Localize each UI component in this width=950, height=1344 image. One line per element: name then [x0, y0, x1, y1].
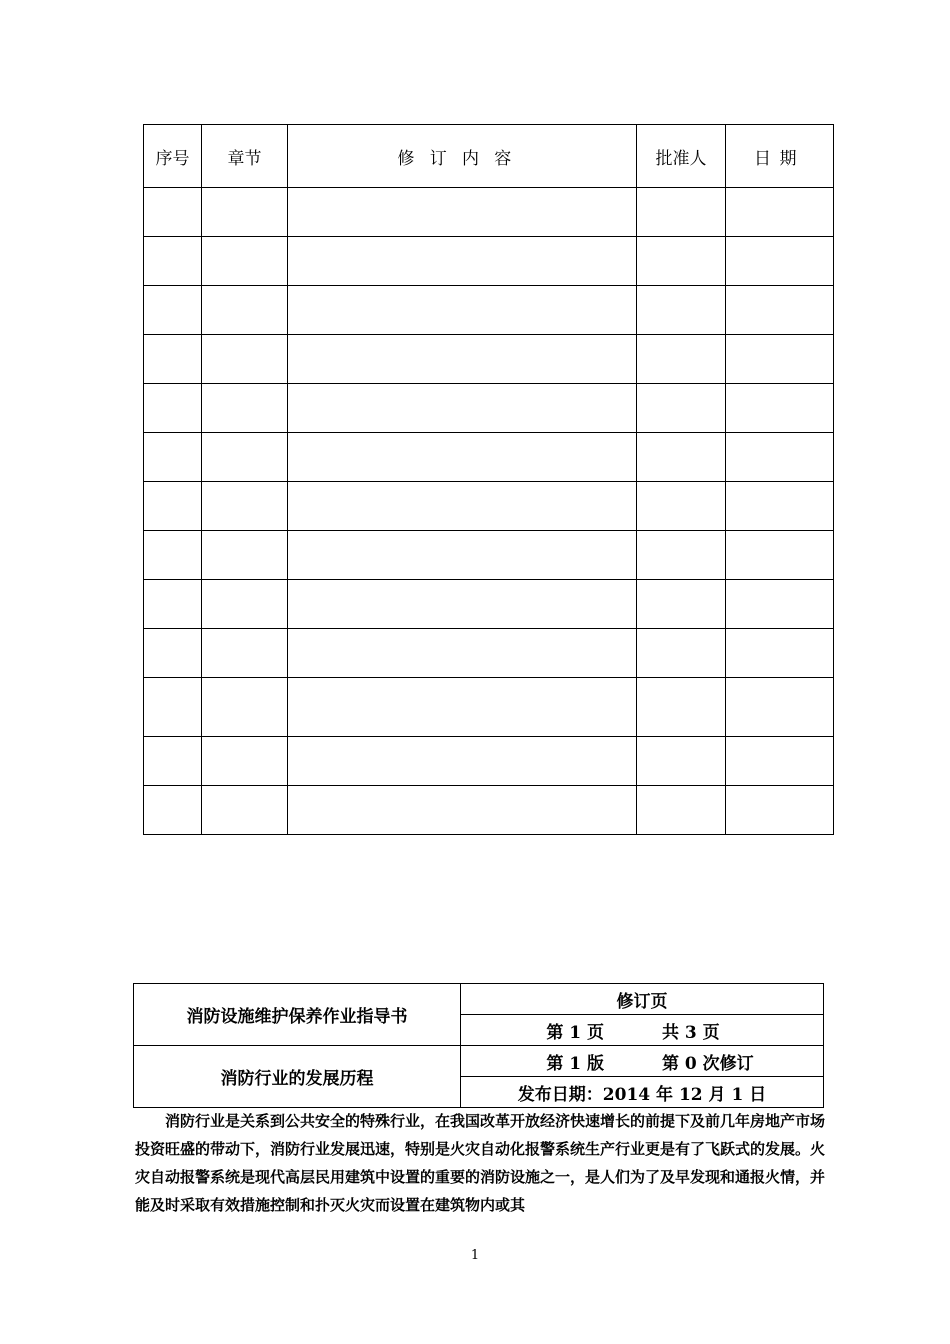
table-cell: [288, 531, 637, 580]
table-cell: [637, 737, 726, 786]
table-cell: [288, 678, 637, 737]
page-number: 1: [470, 1248, 480, 1263]
table-row: [144, 737, 834, 786]
table-row: [144, 629, 834, 678]
table-cell: [637, 433, 726, 482]
table-cell: [144, 786, 202, 835]
table-row: [144, 531, 834, 580]
body-paragraph: 消防行业是关系到公共安全的特殊行业，在我国改革开放经济快速增长的前提下及前几年房地产市场投资旺盛的带动下，消防行业发展迅速，特别是火灾自动化报警系统生产行业更是有了飞跃式的发展。火灾自动报警系统是现代高层民用建筑中设置的重要的消防设施之一，是人们为了及早发现和通报火情，并能及时采取有效措施控制和扑灭火灾而设置在建筑物内或其: [135, 1112, 826, 1214]
table-cell: [637, 237, 726, 286]
table-cell: [144, 433, 202, 482]
table-row: [144, 286, 834, 335]
table-cell: [726, 678, 834, 737]
table-cell: [202, 786, 288, 835]
table-cell: [202, 188, 288, 237]
table-cell: [637, 531, 726, 580]
header-approver: 批准人: [637, 125, 726, 188]
table-cell: [288, 580, 637, 629]
edition: 第 1 版: [546, 1053, 604, 1074]
table-cell: [637, 678, 726, 737]
table-cell: [144, 629, 202, 678]
table-row: [144, 384, 834, 433]
section-title: 消防行业的发展历程: [134, 1046, 461, 1108]
table-cell: [726, 737, 834, 786]
table-cell: [288, 286, 637, 335]
publish-date: 发布日期：2014 年 12 月 1 日: [461, 1077, 824, 1108]
table-cell: [144, 335, 202, 384]
table-cell: [144, 237, 202, 286]
table-cell: [288, 237, 637, 286]
table-cell: [144, 286, 202, 335]
table-row: [144, 482, 834, 531]
table-cell: [202, 678, 288, 737]
table-cell: [726, 629, 834, 678]
document-info-table: [133, 983, 824, 1108]
table-cell: [288, 737, 637, 786]
table-cell: [637, 482, 726, 531]
table-row: [144, 678, 834, 737]
table-row: [144, 335, 834, 384]
table-cell: [726, 335, 834, 384]
table-cell: [144, 531, 202, 580]
table-cell: [202, 580, 288, 629]
table-cell: [637, 188, 726, 237]
table-cell: [202, 237, 288, 286]
table-cell: [144, 678, 202, 737]
table-cell: [726, 531, 834, 580]
table-cell: [144, 737, 202, 786]
table-cell: [144, 580, 202, 629]
doc-title: 消防设施维护保养作业指导书: [134, 984, 461, 1046]
table-cell: [202, 286, 288, 335]
table-cell: [288, 433, 637, 482]
table-cell: [726, 482, 834, 531]
revision-count: 第 0 次修订: [662, 1053, 754, 1074]
header-date-label: 日期: [754, 148, 805, 169]
table-cell: [144, 384, 202, 433]
table-cell: [726, 286, 834, 335]
table-row: [144, 237, 834, 286]
table-cell: [637, 580, 726, 629]
table-row: [144, 188, 834, 237]
table-cell: [202, 737, 288, 786]
table-cell: [288, 188, 637, 237]
table-cell: [144, 482, 202, 531]
revision-table-header: [144, 125, 834, 188]
table-cell: [202, 531, 288, 580]
page-total: 共 3 页: [662, 1022, 720, 1043]
table-cell: [288, 786, 637, 835]
header-content-label: 修订内容: [397, 148, 527, 169]
revision-table-body: [144, 188, 834, 835]
table-cell: [726, 188, 834, 237]
table-cell: [637, 286, 726, 335]
table-cell: [202, 482, 288, 531]
table-cell: [144, 188, 202, 237]
table-cell: [288, 335, 637, 384]
table-cell: [637, 335, 726, 384]
header-chapter: 章节: [202, 125, 288, 188]
table-cell: [202, 433, 288, 482]
header-seq: 序号: [144, 125, 202, 188]
header-date: [726, 125, 834, 188]
table-row: [144, 433, 834, 482]
table-cell: [726, 580, 834, 629]
table-cell: [637, 786, 726, 835]
table-cell: [288, 482, 637, 531]
header-content: [288, 125, 637, 188]
revision-table: [143, 124, 834, 835]
table-cell: [726, 384, 834, 433]
page-type: 修订页: [461, 984, 824, 1015]
table-cell: [288, 629, 637, 678]
table-cell: [726, 433, 834, 482]
edition-info: [461, 1046, 824, 1077]
table-cell: [726, 237, 834, 286]
table-row: [144, 786, 834, 835]
page-current: 第 1 页: [546, 1022, 604, 1043]
table-cell: [202, 384, 288, 433]
table-cell: [637, 384, 726, 433]
table-cell: [202, 335, 288, 384]
page-info: [461, 1015, 824, 1046]
table-cell: [288, 384, 637, 433]
table-row: [144, 580, 834, 629]
table-cell: [202, 629, 288, 678]
table-cell: [637, 629, 726, 678]
table-cell: [726, 786, 834, 835]
